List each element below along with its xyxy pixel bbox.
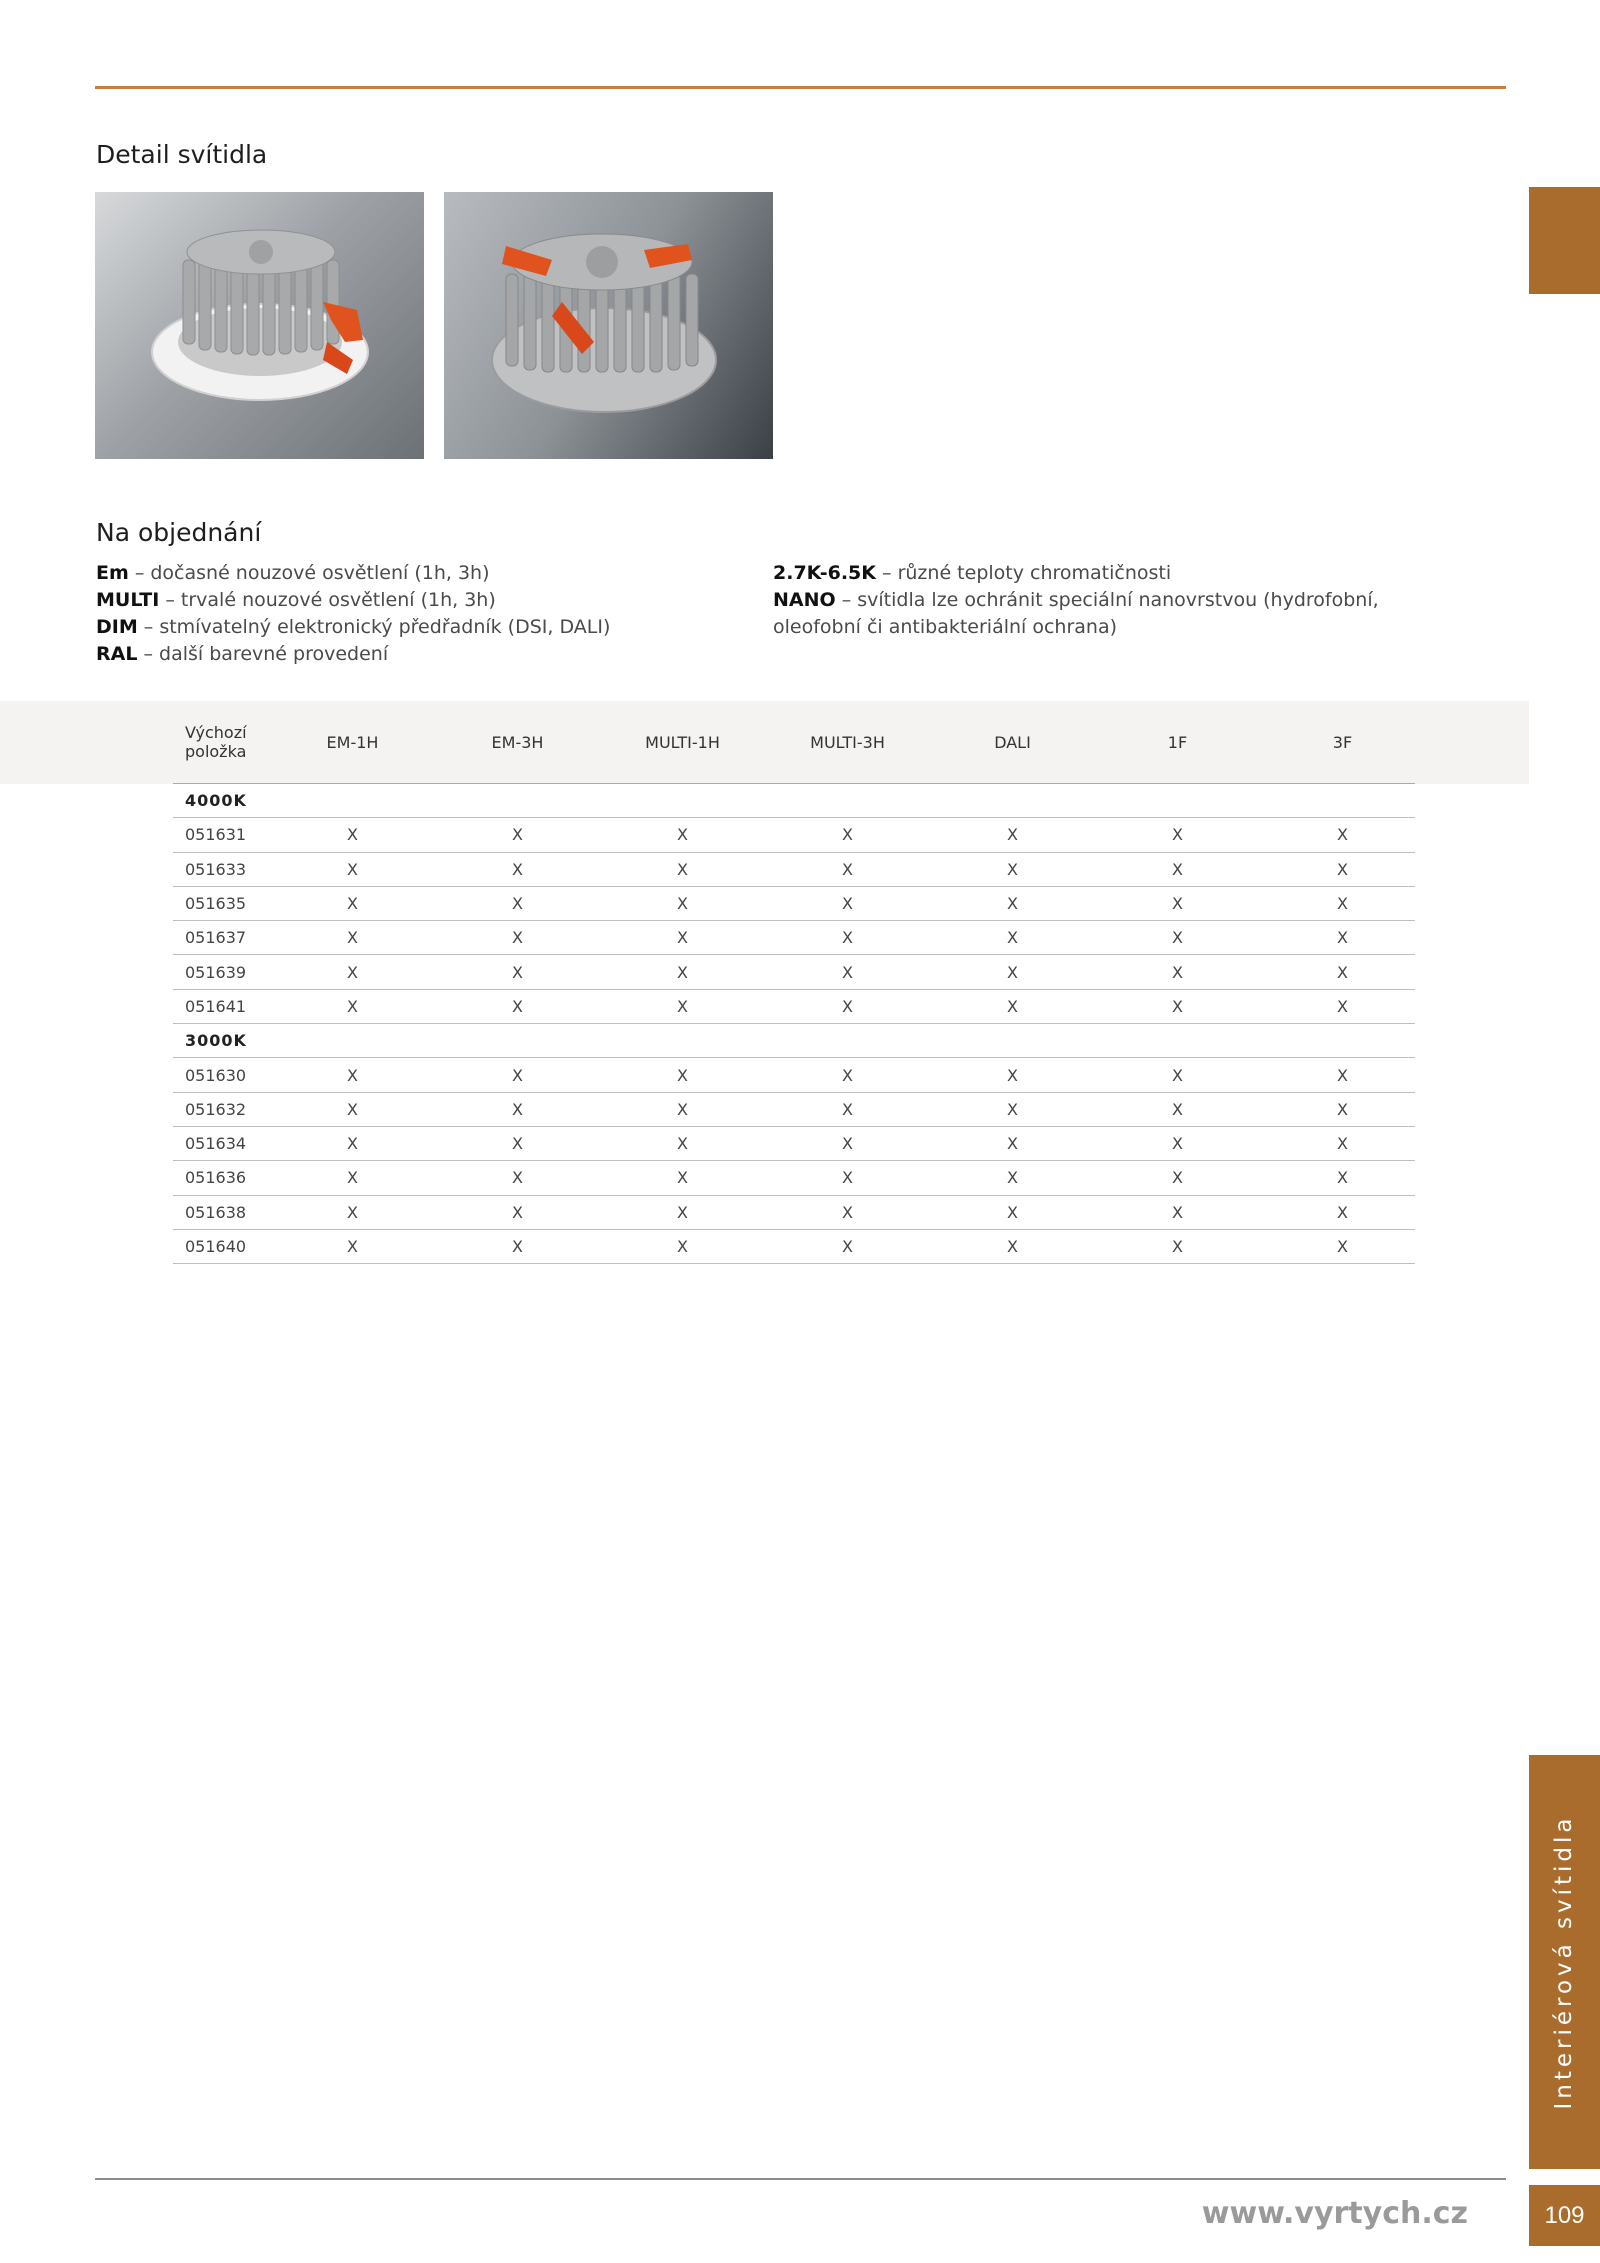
mark-cell: X (347, 859, 358, 879)
mark-cell: X (512, 1134, 523, 1154)
mark-cell: X (677, 859, 688, 879)
header-cell: EM-3H (491, 732, 544, 752)
item-code: 051641 (185, 996, 247, 1016)
mark-cell: X (512, 1237, 523, 1256)
mark-cell: X (512, 859, 523, 879)
table-row (173, 990, 1415, 1024)
mark-cell: X (842, 894, 853, 914)
website-link[interactable]: www.vyrtych.cz (1201, 2196, 1468, 2231)
order-options-left (96, 560, 736, 668)
mark-cell: X (347, 894, 358, 914)
mark-cell: X (512, 996, 523, 1016)
table-row (173, 1161, 1415, 1195)
mark-cell: X (347, 1168, 358, 1188)
mark-cell: X (1007, 859, 1018, 879)
mark-cell: X (677, 1134, 688, 1154)
mark-cell: X (347, 1134, 358, 1154)
mark-cell: X (1007, 894, 1018, 914)
mark-cell: X (677, 894, 688, 914)
mark-cell: X (347, 1237, 358, 1256)
option-line: NANO – svítidla lze ochránit speciální nanovrstvou (hydrofobní, oleofobní či antibakteriální ochrana) (773, 589, 1379, 638)
mark-cell: X (1337, 962, 1348, 982)
table-header (173, 701, 1415, 784)
mark-cell: X (842, 1168, 853, 1188)
mark-cell: X (842, 1237, 853, 1256)
mark-cell: X (842, 1134, 853, 1154)
mark-cell: X (347, 928, 358, 948)
mark-cell: X (1172, 1202, 1183, 1222)
mark-cell: X (842, 996, 853, 1016)
header-cell: 1F (1167, 732, 1188, 752)
header-cell: MULTI-3H (810, 732, 885, 752)
mark-cell: X (1007, 1202, 1018, 1222)
mark-cell: X (1007, 1237, 1018, 1256)
mark-cell: X (1007, 1134, 1018, 1154)
mark-cell: X (1172, 1099, 1183, 1119)
mark-cell: X (1007, 996, 1018, 1016)
mark-cell: X (1337, 1237, 1348, 1256)
header-cell: MULTI-1H (645, 732, 720, 752)
mark-cell: X (842, 1065, 853, 1085)
item-code: 051637 (185, 928, 247, 948)
table-row (173, 853, 1415, 887)
mark-cell: X (1172, 928, 1183, 948)
option-line: RAL – další barevné provedení (96, 643, 389, 665)
item-code: 051632 (185, 1099, 247, 1119)
bottom-rule (95, 2178, 1506, 2180)
option-line: DIM – stmívatelný elektronický předřadník (DSI, DALI) (96, 616, 611, 638)
table-row (173, 887, 1415, 921)
option-line: MULTI – trvalé nouzové osvětlení (1h, 3h) (96, 589, 496, 611)
section-label: Interiérová svítidla (1551, 1814, 1577, 2110)
header-cell: EM-1H (326, 732, 379, 752)
order-heading: Na objednání (96, 518, 262, 547)
item-code: 051634 (185, 1134, 247, 1154)
mark-cell: X (842, 1202, 853, 1222)
top-rule (95, 86, 1506, 89)
mark-cell: X (347, 996, 358, 1016)
mark-cell: X (1337, 894, 1348, 914)
mark-cell: X (677, 825, 688, 845)
mark-cell: X (512, 1168, 523, 1188)
side-tab-top (1529, 187, 1600, 294)
mark-cell: X (1172, 1168, 1183, 1188)
table-row (173, 1058, 1415, 1092)
mark-cell: X (677, 928, 688, 948)
mark-cell: X (1337, 825, 1348, 845)
item-code: 051636 (185, 1168, 247, 1188)
table-row (173, 955, 1415, 989)
mark-cell: X (1337, 1134, 1348, 1154)
mark-cell: X (1172, 1065, 1183, 1085)
mark-cell: X (677, 1168, 688, 1188)
table-row (173, 1196, 1415, 1230)
luminaire-photo-angle (444, 192, 773, 459)
mark-cell: X (512, 894, 523, 914)
mark-cell: X (677, 1065, 688, 1085)
mark-cell: X (677, 1202, 688, 1222)
mark-cell: X (1337, 996, 1348, 1016)
mark-cell: X (677, 1237, 688, 1256)
group-label: 3000K (185, 1031, 247, 1051)
mark-cell: X (1337, 1099, 1348, 1119)
variants-table (173, 701, 1415, 1264)
option-line: Em – dočasné nouzové osvětlení (1h, 3h) (96, 562, 490, 584)
mark-cell: X (1337, 859, 1348, 879)
mark-cell: X (842, 1099, 853, 1119)
mark-cell: X (1007, 1099, 1018, 1119)
mark-cell: X (347, 1099, 358, 1119)
item-code: 051633 (185, 859, 247, 879)
mark-cell: X (347, 1065, 358, 1085)
mark-cell: X (512, 962, 523, 982)
mark-cell: X (1337, 1065, 1348, 1085)
mark-cell: X (512, 1202, 523, 1222)
mark-cell: X (677, 962, 688, 982)
mark-cell: X (842, 928, 853, 948)
mark-cell: X (347, 1202, 358, 1222)
mark-cell: X (347, 825, 358, 845)
table-row (173, 1230, 1415, 1264)
header-default-item: Výchozí položka (185, 723, 247, 761)
mark-cell: X (347, 962, 358, 982)
mark-cell: X (1007, 928, 1018, 948)
table-row (173, 818, 1415, 852)
mark-cell: X (1172, 996, 1183, 1016)
detail-heading: Detail svítidla (96, 140, 268, 169)
mark-cell: X (1172, 859, 1183, 879)
mark-cell: X (1007, 1168, 1018, 1188)
mark-cell: X (677, 1099, 688, 1119)
group-label: 4000K (185, 791, 247, 811)
table-group-row (173, 1024, 1415, 1058)
mark-cell: X (1172, 894, 1183, 914)
mark-cell: X (1172, 1237, 1183, 1256)
mark-cell: X (1007, 962, 1018, 982)
item-code: 051630 (185, 1065, 247, 1085)
table-row (173, 1127, 1415, 1161)
mark-cell: X (512, 1065, 523, 1085)
mark-cell: X (842, 825, 853, 845)
mark-cell: X (512, 825, 523, 845)
table-body (173, 784, 1415, 1264)
mark-cell: X (1007, 1065, 1018, 1085)
mark-cell: X (1172, 1134, 1183, 1154)
mark-cell: X (842, 962, 853, 982)
mark-cell: X (1172, 825, 1183, 845)
item-code: 051639 (185, 962, 247, 982)
mark-cell: X (1337, 1168, 1348, 1188)
header-cell: DALI (994, 732, 1031, 752)
order-options-right (773, 560, 1423, 641)
item-code: 051635 (185, 894, 247, 914)
header-cell: 3F (1332, 732, 1353, 752)
mark-cell: X (842, 859, 853, 879)
option-line: 2.7K-6.5K – různé teploty chromatičnosti (773, 562, 1172, 584)
page-number: 109 (1529, 2185, 1600, 2246)
mark-cell: X (512, 1099, 523, 1119)
table-row (173, 921, 1415, 955)
item-code: 051631 (185, 825, 247, 845)
mark-cell: X (512, 928, 523, 948)
item-code: 051638 (185, 1202, 247, 1222)
mark-cell: X (1007, 825, 1018, 845)
mark-cell: X (677, 996, 688, 1016)
mark-cell: X (1172, 962, 1183, 982)
table-row (173, 1093, 1415, 1127)
mark-cell: X (1337, 1202, 1348, 1222)
luminaire-photo-front (95, 192, 424, 459)
table-group-row (173, 784, 1415, 818)
mark-cell: X (1337, 928, 1348, 948)
item-code: 051640 (185, 1237, 247, 1256)
